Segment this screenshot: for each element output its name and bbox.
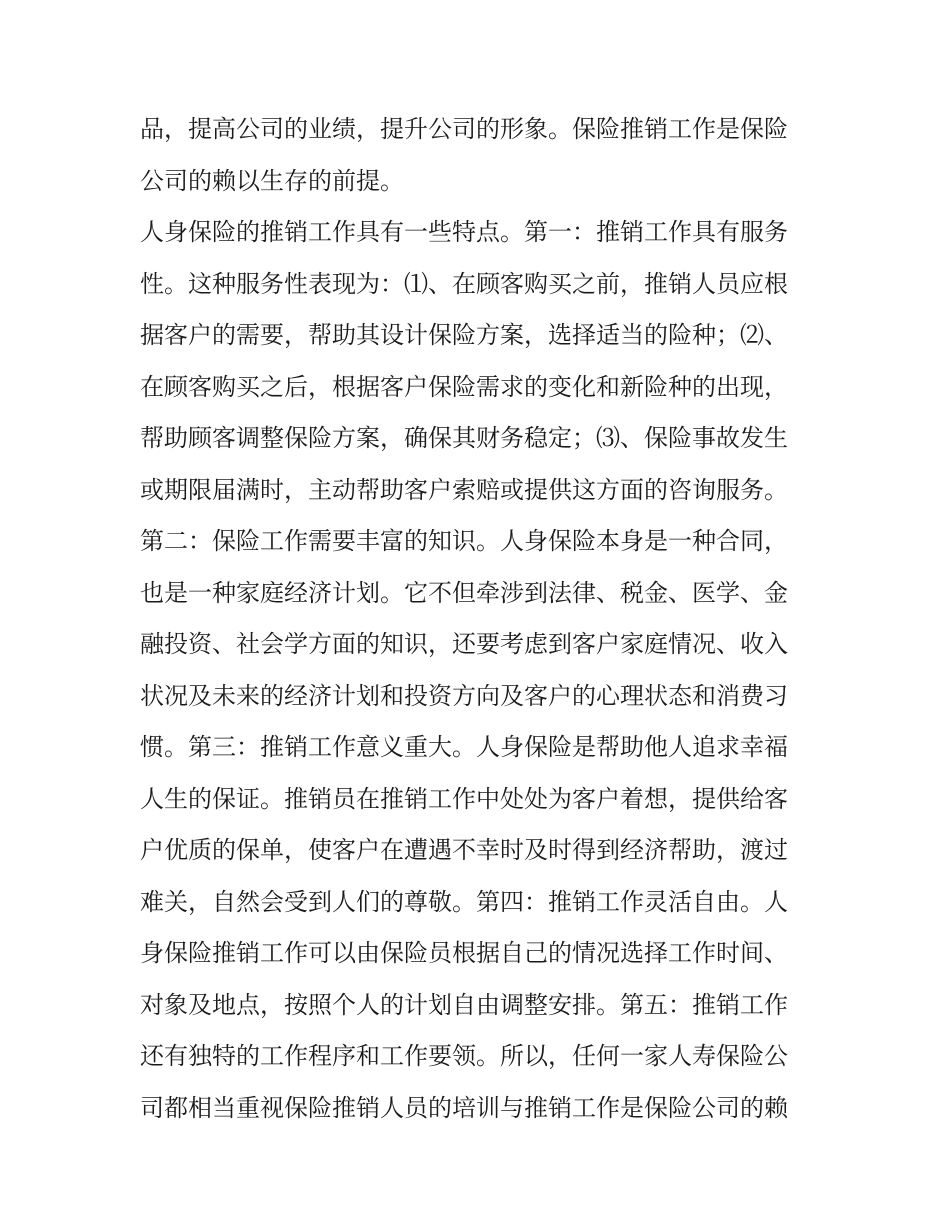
text-line: 人生的保证。推销员在推销工作中处处为客户着想，提供给客 [140, 784, 788, 813]
text-line: 司都相当重视保险推销人员的培训与推销工作是保险公司的赖 [140, 1093, 788, 1122]
text-line: 难关，自然会受到人们的尊敬。第四：推销工作灵活自由。人 [140, 887, 788, 916]
text-line: 人身保险的推销工作具有一些特点。第一：推销工作具有服务 [140, 218, 788, 246]
text-line: 对象及地点，按照个人的计划自由调整安排。第五：推销工作 [140, 990, 788, 1019]
text-line: 品，提高公司的业绩，提升公司的形象。保险推销工作是保险 [140, 115, 788, 143]
text-line: 身保险推销工作可以由保险员根据自己的情况选择工作时间、 [140, 939, 788, 967]
text-line: 性。这种服务性表现为：⑴、在顾客购买之前，推销人员应根 [140, 269, 788, 298]
text-line: 惯。第三：推销工作意义重大。人身保险是帮助他人追求幸福 [140, 733, 788, 761]
text-line: 户优质的保单，使客户在遭遇不幸时及时得到经济帮助，渡过 [140, 836, 788, 864]
text-line: 帮助顾客调整保险方案，确保其财务稳定；⑶、保险事故发生 [140, 424, 788, 452]
text-line: 据客户的需要，帮助其设计保险方案，选择适当的险种；⑵、 [140, 321, 788, 349]
body-text [140, 104, 820, 1134]
text-line: 或期限届满时，主动帮助客户索赔或提供这方面的咨询服务。 [140, 475, 788, 504]
text-line: 也是一种家庭经济计划。它不但牵涉到法律、税金、医学、金 [140, 578, 788, 607]
text-line: 状况及未来的经济计划和投资方向及客户的心理状态和消费习 [140, 681, 788, 710]
text-line: 公司的赖以生存的前提。 [140, 166, 404, 195]
text-line: 融投资、社会学方面的知识，还要考虑到客户家庭情况、收入 [140, 630, 788, 658]
text-line: 第二：保险工作需要丰富的知识。人身保险本身是一种合同， [140, 527, 788, 555]
text-line: 还有独特的工作程序和工作要领。所以，任何一家人寿保险公 [140, 1042, 788, 1070]
text-line: 在顾客购买之后，根据客户保险需求的变化和新险种的出现， [140, 372, 788, 401]
